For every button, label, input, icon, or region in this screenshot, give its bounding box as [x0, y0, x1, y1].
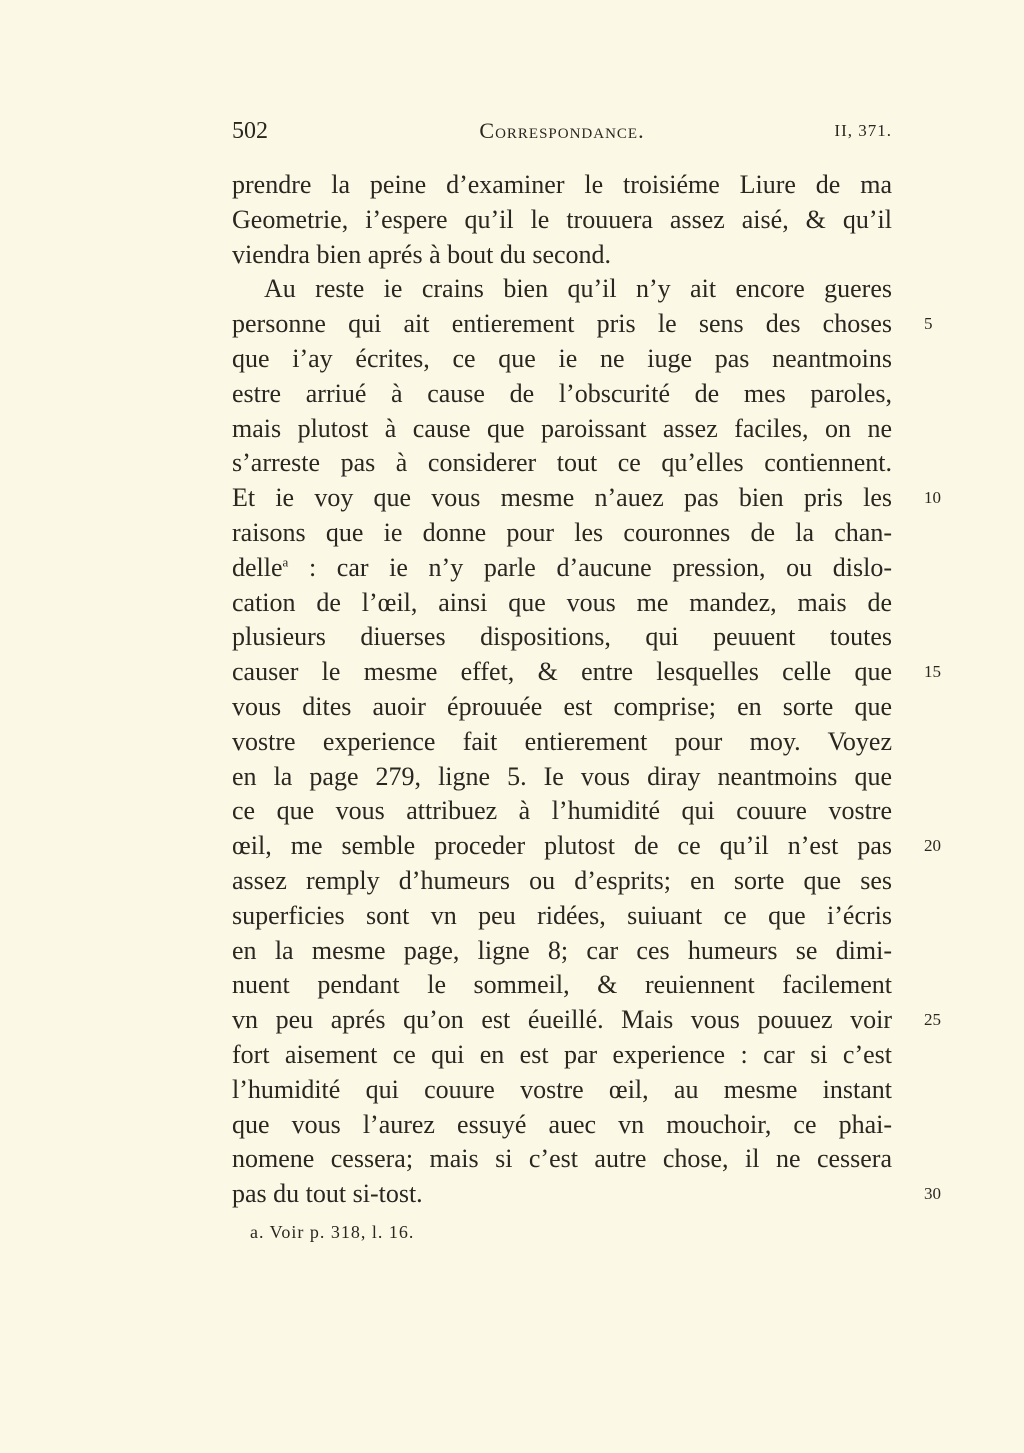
line-text: œil, me semble proceder plutost de ce qu’il n’est pas	[232, 831, 892, 861]
line-text: delle	[232, 552, 283, 582]
text-line	[232, 168, 892, 203]
line-text: estre arriué à cause de l’obscurité de mes paroles,	[232, 378, 892, 408]
text-line	[232, 342, 892, 377]
line-text: pas du tout si-tost.	[232, 1179, 423, 1209]
line-text: vn peu aprés qu’on est éueillé. Mais vous pouuez voir	[232, 1005, 892, 1035]
line-text: nuent pendant le sommeil, & reuiennent facilement	[232, 970, 892, 1000]
text-line	[232, 864, 892, 899]
line-number: 15	[924, 662, 941, 682]
line-number: 5	[924, 314, 933, 334]
footnote-marker: a	[282, 554, 289, 570]
text-line	[232, 760, 892, 795]
line-text: en la mesme page, ligne 8; car ces humeurs se dimi-	[232, 935, 892, 965]
line-text: causer le mesme effet, & entre lesquelles celle que	[232, 657, 892, 687]
text-line	[232, 620, 892, 655]
line-text: que i’ay écrites, ce que ie ne iuge pas neantmoins	[232, 343, 892, 373]
text-line	[232, 794, 892, 829]
text-line	[232, 899, 892, 934]
footnote: a. Voir p. 318, l. 16.	[250, 1222, 415, 1242]
text-line	[232, 481, 941, 516]
line-number: 25	[924, 1010, 941, 1030]
line-text: superficies sont vn peu ridées, suiuant ce que i’écris	[232, 900, 892, 930]
text-line	[232, 1073, 892, 1108]
text-line	[232, 1108, 892, 1143]
page-header	[232, 118, 892, 154]
text-line	[232, 655, 941, 690]
line-text: viendra bien aprés à bout du second.	[232, 239, 612, 269]
text-line	[232, 516, 892, 551]
text-line	[232, 690, 892, 725]
line-text: cation de l’œil, ainsi que vous me mandez, mais de	[232, 587, 892, 617]
text-line	[232, 1038, 892, 1073]
line-text: prendre la peine d’examiner le troisiéme Liure de ma	[232, 170, 892, 199]
line-text: Au reste ie crains bien qu’il n’y ait encore gueres	[264, 274, 892, 304]
line-text: raisons que ie donne pour les couronnes de la chan-	[232, 517, 892, 547]
text-line	[232, 238, 892, 273]
line-text: ce que vous attribuez à l’humidité qui couure vostre	[232, 796, 892, 826]
running-title: Correspondance.	[479, 118, 645, 143]
line-text: fort aisement ce qui en est par experience : car si c’est	[232, 1039, 892, 1069]
text-line	[232, 551, 892, 586]
text-line	[232, 1142, 892, 1177]
line-text: s’arreste pas à considerer tout ce qu’elles contiennent.	[232, 448, 892, 478]
line-text: assez remply d’humeurs ou d’esprits; en sorte que ses	[232, 865, 892, 895]
text-line	[232, 1177, 941, 1212]
line-text: nomene cessera; mais si c’est autre chose, il ne cessera	[232, 1144, 892, 1174]
letter-body	[232, 168, 941, 1212]
text-line	[232, 446, 892, 481]
line-text: vostre experience fait entierement pour moy. Voyez	[232, 726, 892, 756]
text-line	[232, 1003, 941, 1038]
text-line	[232, 586, 892, 621]
line-number: 20	[924, 836, 941, 856]
line-text-continued: : car ie n’y parle d’aucune pression, ou dislo-	[288, 552, 892, 582]
text-line	[232, 934, 892, 969]
text-line	[232, 203, 892, 238]
line-text: l’humidité qui couure vostre œil, au mesme instant	[232, 1074, 892, 1104]
text-line	[232, 412, 892, 447]
text-line	[232, 272, 892, 307]
line-text: mais plutost à cause que paroissant assez faciles, on ne	[232, 413, 892, 443]
line-text: Et ie voy que vous mesme n’auez pas bien pris les	[232, 483, 892, 513]
line-text: vous dites auoir éprouuée est comprise; en sorte que	[232, 691, 892, 721]
line-number: 30	[924, 1184, 941, 1204]
line-text: que vous l’aurez essuyé auec vn mouchoir, ce phai-	[232, 1109, 892, 1139]
text-line	[232, 829, 941, 864]
line-number: 10	[924, 488, 941, 508]
line-text: personne qui ait entierement pris le sens des choses	[232, 309, 892, 339]
text-line	[232, 377, 892, 412]
line-text: en la page 279, ligne 5. Ie vous diray neantmoins que	[232, 761, 892, 791]
text-line	[232, 307, 933, 342]
folio-reference: II, 371.	[834, 121, 892, 140]
text-line	[232, 968, 892, 1003]
text-line	[232, 725, 892, 760]
line-text: Geometrie, i’espere qu’il le trouuera assez aisé, & qu’il	[232, 204, 892, 234]
page-number: 502	[232, 118, 268, 144]
line-text: plusieurs diuerses dispositions, qui peuuent toutes	[232, 622, 892, 652]
